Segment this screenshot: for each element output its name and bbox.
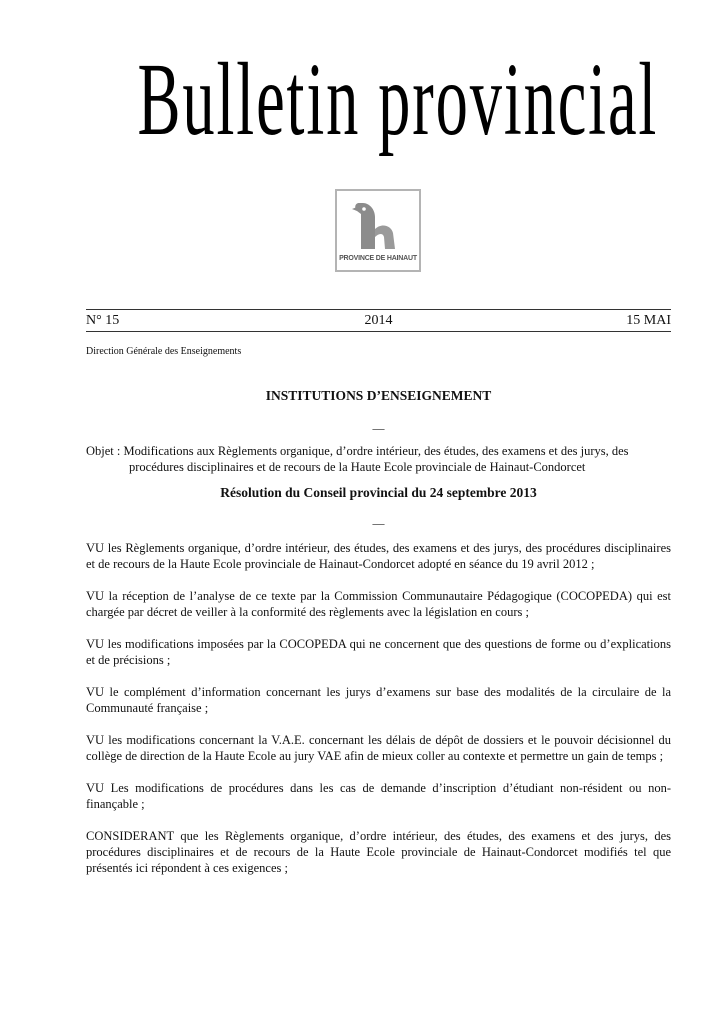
header-rule-bottom bbox=[86, 331, 671, 332]
paragraph: CONSIDERANT que les Règlements organique, d’ordre intérieur, des études, des examens et des jurys, des procédures disciplinaires et de recours de la Haute Ecole provinciale de Hainaut-Condorcet modifiés tel que présentés ici répondent à ces exigences ; bbox=[86, 829, 671, 875]
direction-label: Direction Générale des Enseignements bbox=[86, 346, 242, 357]
logo-caption: PROVINCE DE HAINAUT bbox=[339, 255, 417, 262]
section-dash: — bbox=[372, 421, 385, 435]
masthead-title: Bulletin provincial bbox=[137, 42, 659, 157]
paragraph: VU le complément d’information concernant les jurys d’examens sur base des modalités de la circulaire de la Communauté française ; bbox=[86, 685, 671, 715]
province-logo bbox=[335, 189, 421, 272]
paragraph: VU les Règlements organique, d’ordre intérieur, des études, des examens et des jurys, des procédures disciplinaires et de recours de la Haute Ecole provinciale de Hainaut-Condorcet adopté en séance du 19 avril 2012 ; bbox=[86, 541, 671, 571]
resolution-dash: — bbox=[372, 516, 385, 530]
paragraph: VU la réception de l’analyse de ce texte par la Commission Communautaire Pédagogique (COCOPEDA) qui est chargée par décret de veiller à la conformité des règlements avec la législation en cours ; bbox=[86, 589, 671, 619]
objet-line-1: Objet : Modifications aux Règlements organique, d’ordre intérieur, des études, des examens et des jurys, des bbox=[86, 444, 629, 458]
header-rule-top bbox=[86, 309, 671, 310]
paragraph: VU les modifications concernant la V.A.E. concernant les délais de dépôt de dossiers et le pouvoir décisionnel du collège de direction de la Haute Ecole au jury VAE afin de mieux coller au contexte et permettre un gain de temps ; bbox=[86, 733, 671, 763]
paragraph: VU les modifications imposées par la COCOPEDA qui ne concernent que des questions de forme ou d’explications et de précisions ; bbox=[86, 637, 671, 667]
province-hainaut-emblem-icon bbox=[351, 199, 407, 253]
resolution-title: Résolution du Conseil provincial du 24 septembre 2013 bbox=[220, 485, 537, 500]
issue-date: 15 MAI bbox=[626, 313, 671, 328]
resolution-body bbox=[86, 540, 671, 892]
issue-number: N° 15 bbox=[86, 313, 120, 328]
issue-row bbox=[86, 313, 671, 329]
section-title: INSTITUTIONS D’ENSEIGNEMENT bbox=[265, 388, 492, 403]
objet-block bbox=[86, 443, 671, 475]
issue-year: 2014 bbox=[364, 313, 393, 328]
paragraph: VU Les modifications de procédures dans les cas de demande d’inscription d’étudiant non-résident ou non-finançable ; bbox=[86, 781, 671, 811]
objet-line-2: procédures disciplinaires et de recours de la Haute Ecole provinciale de Hainaut-Condorcet bbox=[129, 460, 586, 474]
